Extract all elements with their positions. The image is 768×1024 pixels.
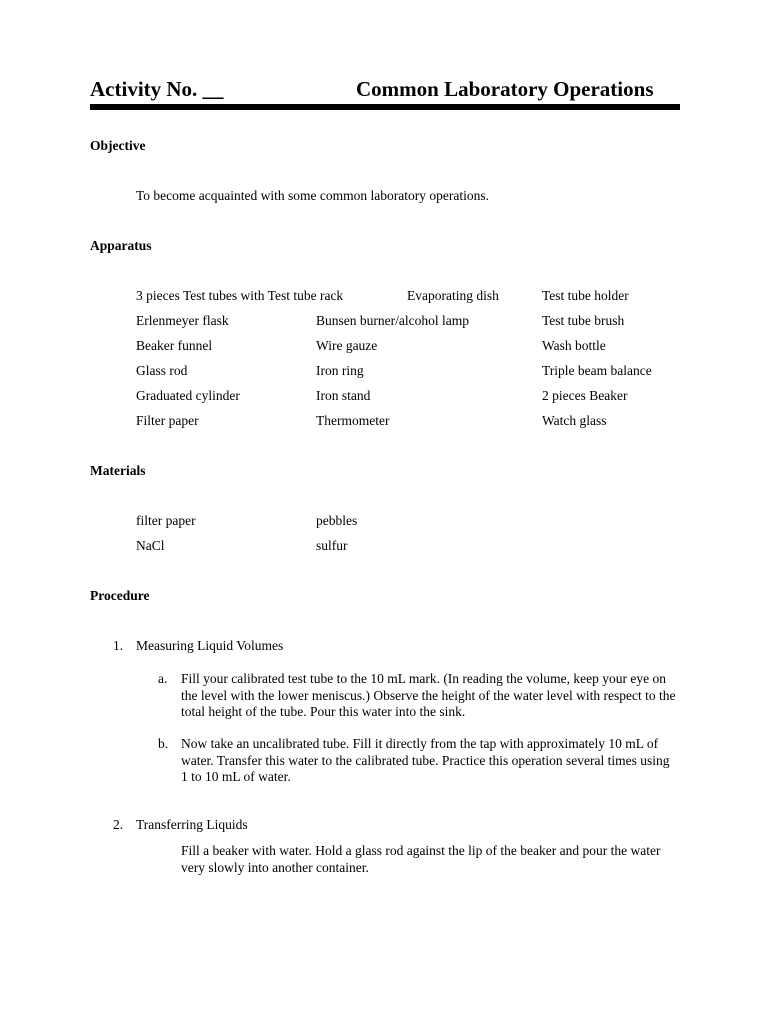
apparatus-item: Iron ring xyxy=(316,363,364,378)
procedure-step-title: Measuring Liquid Volumes xyxy=(136,638,284,653)
objective-heading: Objective xyxy=(90,138,146,153)
apparatus-item: Test tube brush xyxy=(542,313,625,328)
apparatus-item: Beaker funnel xyxy=(136,338,213,353)
apparatus-item: Erlenmeyer flask xyxy=(136,313,229,328)
procedure-step-text: Fill a beaker with water. Hold a glass rod against the lip of the beaker and pour the water very slowly into another container. xyxy=(181,843,661,875)
apparatus-item: Watch glass xyxy=(542,413,607,428)
apparatus-item: Glass rod xyxy=(136,363,188,378)
material-item: pebbles xyxy=(316,513,358,528)
apparatus-item: Triple beam balance xyxy=(542,363,652,378)
objective-text: To become acquainted with some common laboratory operations. xyxy=(136,188,489,203)
apparatus-item: Wash bottle xyxy=(542,338,606,353)
procedure-step-number: 2. xyxy=(113,817,124,832)
procedure-substep-text: Fill your calibrated test tube to the 10 mL mark. (In reading the volume, keep your eye on the level with the lower meniscus.) Observe the height of the water level with respect to the total height of the tube. Pour this water into the sink. xyxy=(181,671,676,719)
material-item: sulfur xyxy=(316,538,348,553)
apparatus-item: 3 pieces Test tubes with Test tube rack xyxy=(136,288,344,303)
apparatus-item: Filter paper xyxy=(136,413,199,428)
apparatus-item: Evaporating dish xyxy=(407,288,499,303)
materials-heading: Materials xyxy=(90,463,146,478)
procedure-substep-letter: a. xyxy=(158,671,168,686)
apparatus-item: Thermometer xyxy=(316,413,390,428)
procedure-substep-letter: b. xyxy=(158,736,169,751)
material-item: NaCl xyxy=(136,538,165,553)
apparatus-item: Iron stand xyxy=(316,388,371,403)
apparatus-item: Bunsen burner/alcohol lamp xyxy=(316,313,469,328)
activity-number: Activity No. __ xyxy=(90,77,224,101)
apparatus-item: Test tube holder xyxy=(542,288,629,303)
material-item: filter paper xyxy=(136,513,196,528)
procedure-step-title: Transferring Liquids xyxy=(136,817,248,832)
apparatus-item: Graduated cylinder xyxy=(136,388,240,403)
title-divider xyxy=(90,104,680,110)
procedure-step-number: 1. xyxy=(113,638,124,653)
document-title: Common Laboratory Operations xyxy=(356,77,654,101)
apparatus-item: 2 pieces Beaker xyxy=(542,388,628,403)
apparatus-item: Wire gauze xyxy=(316,338,378,353)
apparatus-heading: Apparatus xyxy=(90,238,152,253)
procedure-heading: Procedure xyxy=(90,588,150,603)
procedure-substep-text: Now take an uncalibrated tube. Fill it directly from the tap with approximately 10 mL of water. Transfer this water to the calibrated tube. Practice this operation several times using 1 to 10 mL of water. xyxy=(181,736,670,784)
